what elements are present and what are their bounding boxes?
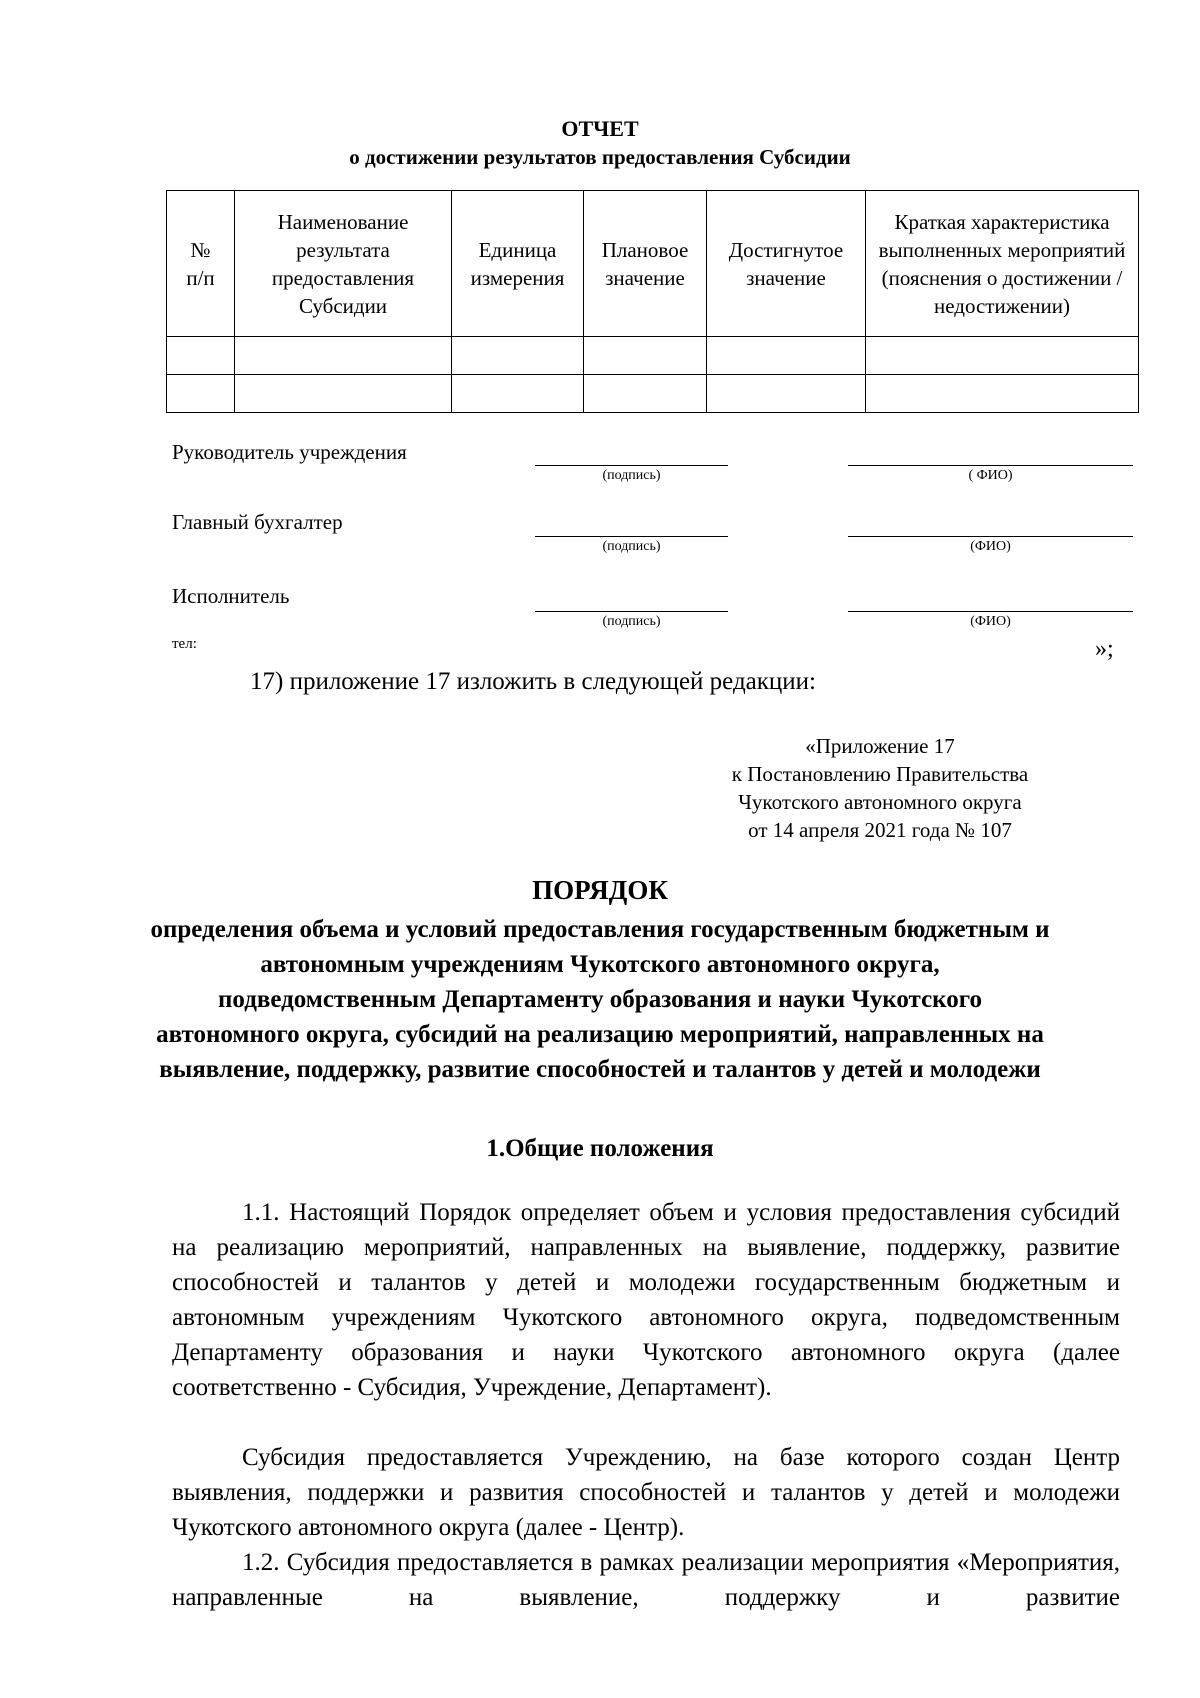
- name-line: [848, 465, 1133, 466]
- paragraph: 1.2. Субсидия предоставляется в рамках реализации мероприятия «Мероприятия, направленные на выявление, поддержку и развитие: [172, 1549, 1120, 1611]
- appendix-line: от 14 апреля 2021 года № 107: [748, 818, 1012, 842]
- name-caption: ( ФИО): [968, 468, 1013, 483]
- table-cell: [707, 337, 866, 375]
- appendix-line: Чукотского автономного округа: [738, 790, 1022, 814]
- table-cell: [167, 375, 235, 413]
- report-title: ОТЧЕТ: [561, 116, 639, 141]
- table-cell: [235, 337, 452, 375]
- signature-line: [535, 611, 728, 612]
- table-cell: [707, 375, 866, 413]
- table-cell: [452, 375, 584, 413]
- table-cell: [584, 375, 707, 413]
- table-header-row: [167, 191, 1139, 337]
- amendment-text: 17) приложение 17 изложить в следующей редакции:: [250, 668, 816, 695]
- signature-caption: (подпись): [602, 539, 661, 554]
- appendix-line: «Приложение 17: [805, 734, 955, 758]
- table-cell: [452, 337, 584, 375]
- table-cell: [584, 337, 707, 375]
- table-row: [167, 375, 1139, 413]
- name-line: [848, 611, 1133, 612]
- closing-quote: »;: [1095, 636, 1114, 662]
- signature-role-head: Руководитель учреждения: [172, 440, 407, 464]
- paragraph: 1.1. Настоящий Порядок определяет объем и условия предоставления субсидий на реализацию мероприятий, направленных на выявление, поддержку, развитие способностей и талантов у детей и молодежи государственным бюджетным и автономным учреждениям Чукотского автономного округа, подведомственным Департаменту образования и науки Чукотского автономного округа (далее соответственно - Субсидия, Учреждение, Департамент).: [172, 1199, 1120, 1401]
- tel-label: тел:: [172, 636, 197, 652]
- table-cell: [866, 375, 1139, 413]
- order-title: ПОРЯДОК: [532, 875, 668, 905]
- section-title: 1.Общие положения: [486, 1135, 714, 1162]
- signature-caption: (подпись): [602, 468, 661, 483]
- header-planned: Плановое значение: [584, 191, 707, 337]
- table-cell: [167, 337, 235, 375]
- header-achieved: Достигнутое значение: [707, 191, 866, 337]
- signature-role-accountant: Главный бухгалтер: [172, 510, 343, 534]
- table-cell: [866, 337, 1139, 375]
- signature-line: [535, 465, 728, 466]
- header-description: Краткая характеристика выполненных мероприятий (пояснения о достижении / недостижении): [866, 191, 1139, 337]
- paragraph: Субсидия предоставляется Учреждению, на базе которого создан Центр выявления, поддержки и развития способностей и талантов у детей и молодежи Чукотского автономного округа (далее - Центр).: [172, 1444, 1120, 1541]
- name-caption: (ФИО): [970, 539, 1011, 554]
- name-line: [848, 536, 1133, 537]
- table-row: [167, 337, 1139, 375]
- header-number: № п/п: [167, 191, 235, 337]
- appendix-line: к Постановлению Правительства: [731, 762, 1029, 786]
- report-table: [166, 190, 1139, 413]
- order-subtitle: определения объема и условий предоставления государственным бюджетным и автономным учреждениям Чукотского автономного округа, подведомственным Департаменту образования и науки Чукотского автономного округа, субсидий на реализацию мероприятий, направленных на выявление, поддержку, развитие способностей и талантов у детей и молодежи: [150, 916, 1050, 1083]
- table-cell: [235, 375, 452, 413]
- signature-line: [535, 536, 728, 537]
- header-result-name: Наименование результата предоставления Субсидии: [235, 191, 452, 337]
- signature-caption: (подпись): [602, 614, 661, 629]
- signature-role-executor: Исполнитель: [172, 584, 290, 608]
- report-subtitle: о достижении результатов предоставления Субсидии: [349, 145, 851, 169]
- header-unit: Единица измерения: [452, 191, 584, 337]
- name-caption: (ФИО): [970, 614, 1011, 629]
